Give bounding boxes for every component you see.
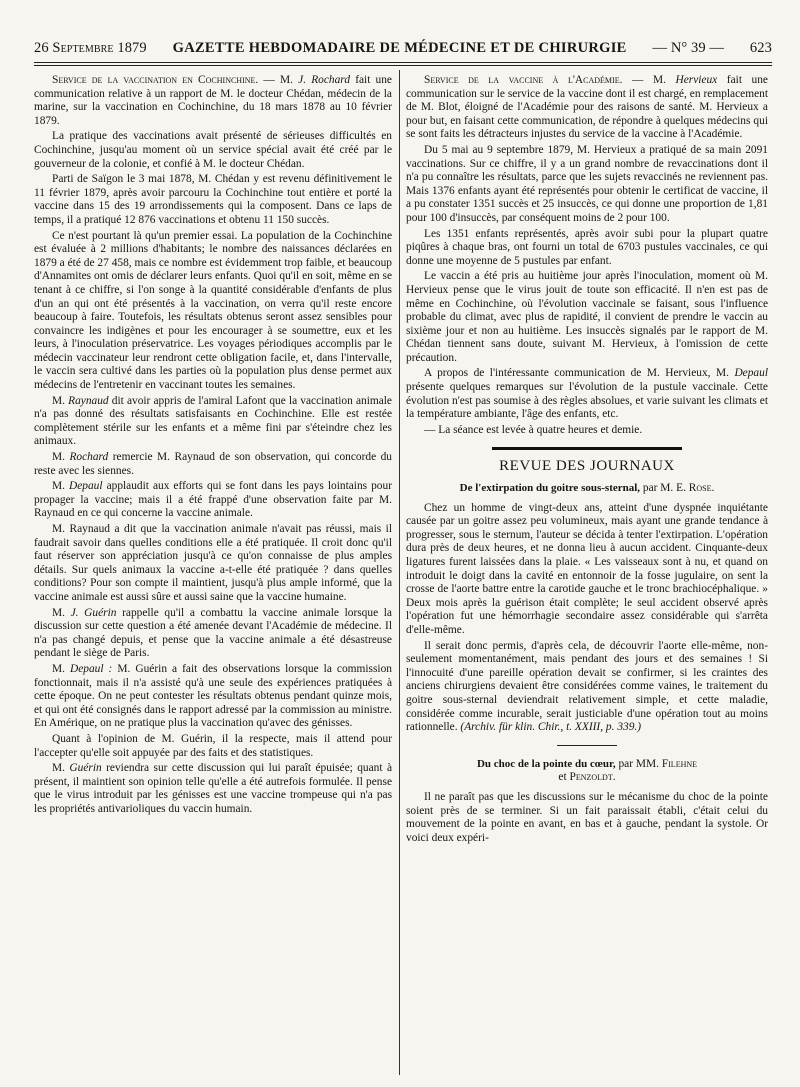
paragraph: La pratique des vaccinations avait présenté de sérieuses difficultés en Cochinchine, jusqu'au moment où un service spécial avait été créé par le gouverneur de la colonie, et confié à M. le docteur Chédan. — [34, 130, 392, 170]
paragraph: Les 1351 enfants représentés, après avoir subi pour la plupart quatre piqûres à chaque bras, ont fourni un total de 6703 pustules vaccinales, ce qui donne une moyenne de 5 pustules par enfant. — [406, 227, 768, 267]
paragraph: M. Raynaud dit avoir appris de l'amiral Lafont que la vaccination animale n'a pas donné des résultats satisfaisants en Cochinchine. Elle est restée complètement stérile sur les enfants et a même fini par s'éteindre chez les animaux. — [34, 394, 392, 448]
paragraph: M. Rochard remercie M. Raynaud de son observation, qui concorde du reste avec les siennes. — [34, 451, 393, 477]
paragraph: M. Depaul applaudit aux efforts qui se font dans les pays lointains pour propager la vaccine; mais il a été frappé d'une observation faite par M. Raynaud en ce qui concerne la vaccine animale. — [34, 480, 392, 520]
column-divider — [399, 70, 400, 1075]
page-number: 623 — [749, 40, 772, 56]
paragraph: M. Guérin reviendra sur cette discussion qui lui paraît épuisée; quant à présent, il maintient son opinion telle qu'elle a été autrefois formulée. Il pense que le virus introduit par les génisses est une vaccine trompeuse qui n'a pas les propriétés antivarioliques du vaccin humain. — [34, 762, 392, 815]
paragraph: M. Depaul : M. Guérin a fait des observations lorsque la commission fonctionnait, mais il n'a assisté qu'à une seule des expériences pratiquées à cette époque. On ne peut contester les résultats obtenus pendant quinze mois, et qui ont été consignés dans le rapport adressé par la commission au ministre. En Amérique, on ne pratique plus la vaccination qu'avec des génisses. — [34, 662, 392, 730]
paragraph: Il ne paraît pas que les discussions sur le mécanisme du choc de la pointe soient près de se terminer. Si un fait paraissait établi, c'était celui du mouvement de la pointe en avant, en bas et à gauche, pendant la systole. Or voici deux expéri- — [406, 790, 768, 844]
section-title: REVUE DES JOURNAUX — [499, 458, 675, 475]
paragraph: Ce n'est pourtant là qu'un premier essai. La population de la Cochinchine est évaluée à 2 millions d'habitants; le nombre des naissances déclarées en 1879 a été de 27 458, mais ce nombre est évidemment trop faible, et beaucoup d'Annamites ont omis de déclarer leurs enfants. Quoi qu'il en soit, même en se tenant à ce chiffre, si l'on songe à la quantité considérable d'enfants de plus d'un an qui ont été présentés à la vaccination, on verra qu'il reste encore beaucoup à faire. Toutefois, les résultats obtenus seront assez sensibles pour convaincre les indigènes et pour les encourager à se soumettre, eux et les leurs, à l'inoculation préservatrice. Les voyages périodiques accomplis par le médecin vaccinateur leur rendront cette obligation facile, et, dans l'intervalle, le vaccin sera cultivé dans les parties où la population plus dense permet aux médecins de l'entretenir en vaccinant toutes les semaines. — [34, 229, 392, 392]
left-column — [34, 74, 392, 818]
issue-number: — N° 39 — — [652, 40, 725, 56]
paragraph: Service de la vaccination en Cochinchine. — M. J. Rochard fait une communication relative à un rapport de M. le docteur Chédan, médecin de la marine, sur la vaccination en Cochinchine, du 18 mars 1878 au 10 février 1879. — [34, 74, 392, 127]
paragraph: Il serait donc permis, d'après cela, de découvrir l'aorte elle-même, non-seulement momentanément, mais pendant des jours et des semaines ! Si l'innocuité d'une pareille opération devait se confirmer, si les craintes des anciens chirurgiens devaient être considérées comme vaines, le traitement du goitre sous-sternal deviendrait relativement simple, et cette maladie, considérée comme incurable, serait justiciable d'une opération tout au moins rationnelle. (Archiv. für klin. Chir., t. XXIII, p. 339.) — [406, 639, 768, 734]
header-rule-secondary — [34, 65, 772, 66]
paragraph: A propos de l'intéressante communication de M. Hervieux, M. Depaul présente quelques remarques sur l'évolution de la pustule vaccinale. Cette évolution n'est pas soumise à des règles absolues, et varie suivant les climats et la température ambiante, l'âge des enfants, etc. — [406, 367, 768, 421]
paragraph: — La séance est levée à quatre heures et demie. — [424, 423, 643, 436]
paragraph: M. J. Guérin rappelle qu'il a combattu la vaccine animale lorsque la discussion sur cette question a été amenée devant l'Académie de médecine. Il n'a pas changé depuis, et pense que la vaccine animale a été désastreuse pendant le siège de Paris. — [34, 606, 392, 660]
article-separator — [557, 745, 617, 746]
paragraph: Le vaccin a été pris au huitième jour après l'inoculation, moment où M. Hervieux pense que le virus jouit de toute son efficacité. Il n'en est pas de même en Cochinchine, où l'évolution vaccinale se faisant, sous l'influence probable du climat, avec plus de rapidité, il convient de prendre le vaccin au sixième jour et non au huitième. Les insuccès signalés par le rapport de M. Chédan tiennent sans doute, suivant M. Hervieux, à l'omission de cette précaution. — [406, 270, 768, 364]
section-separator — [492, 447, 682, 450]
page-header — [34, 40, 772, 60]
article-heading: Du choc de la pointe du cœur, par MM. Filehne et Penzoldt. — [476, 757, 698, 784]
right-column — [406, 74, 768, 847]
journal-title: GAZETTE HEBDOMADAIRE DE MÉDECINE ET DE CHIRURGIE — [172, 40, 627, 56]
paragraph: Du 5 mai au 9 septembre 1879, M. Hervieux a pratiqué de sa main 2091 vaccinations. Sur ce chiffre, il y a un grand nombre de revaccinations dont il n'a pu connaître les résultats, parce que les sujets revaccinés ne reviennent pas. Mais 1376 enfants ayant été représentés pour obtenir le certificat de vaccine, il a pu constater 1351 succès et 25 insuccès, ce qui donne une proportion de 1,81 pour 100 d'insuccès, par conséquent moins de 2 pour 100. — [406, 143, 768, 224]
paragraph: Chez un homme de vingt-deux ans, atteint d'une dyspnée inquiétante causée par un goitre assez peu volumineux, mais ayant une grande tendance à progresser, sous le sternum, l'auteur se décida à tenter l'extirpation. L'opération dura près de deux heures, et ne donna lieu à aucun accident. Cinquante-deux ligatures furent laissées dans la plaie. « Les vaisseaux sont à nu, et quand on introduit le doigt dans la cavité en entonnoir de la fosse jugulaire, on sent la crosse de l'aorte battre entre la carotide gauche et le tronc brachiocéphalique. » Deux mois après la guérison était complète; le seul accident observé après l'opération fut une hémorrhagie secondaire assez considérable qui s'arrêta d'elle-même. — [406, 501, 768, 636]
article-heading: De l'extirpation du goitre sous-sternal, par M. E. Rose. — [459, 482, 715, 495]
paragraph: Parti de Saïgon le 3 mai 1878, M. Chédan y est revenu définitivement le 11 février 1879, après avoir parcouru la Cochinchine tout entière et porté la vaccine dans 15 des 19 arrondissements qui la composent. Dans ce laps de temps, il a pratiqué 12 876 vaccinations et obtenu 11 150 succès. — [34, 173, 392, 226]
header-rule — [34, 62, 772, 63]
paragraph: Quant à l'opinion de M. Guérin, il la respecte, mais il attend pour l'accepter qu'elle soit appuyée par des faits et des statistiques. — [34, 732, 392, 759]
issue-date: 26 Septembre 1879 — [34, 40, 147, 56]
paragraph: Service de la vaccine à l'Académie. — M. Hervieux fait une communication sur le service de la vaccine dont il est chargé, en remplacement de M. Blot, éloigné de l'Académie pour des raisons de santé. M. Hervieux a pour but, en faisant cette communication, de répondre à quelques médecins qui se sont faits les détracteurs injustes du service de la vaccine à l'Académie. — [406, 74, 768, 141]
paragraph: M. Raynaud a dit que la vaccination animale n'avait pas réussi, mais il faudrait savoir dans quelles conditions elle a été pratiquée. Il croit donc qu'il faut réserver son appréciation jusqu'à ce qu'on connaisse de plus amples détails. Sur quels animaux la vaccine a-t-elle été pratiquée ? dans quelles conditions? Pour son compte il maintient, jusqu'à plus ample informé, que la vaccine animale est aussi sûre et aussi saine que la vaccine humaine. — [34, 523, 392, 603]
